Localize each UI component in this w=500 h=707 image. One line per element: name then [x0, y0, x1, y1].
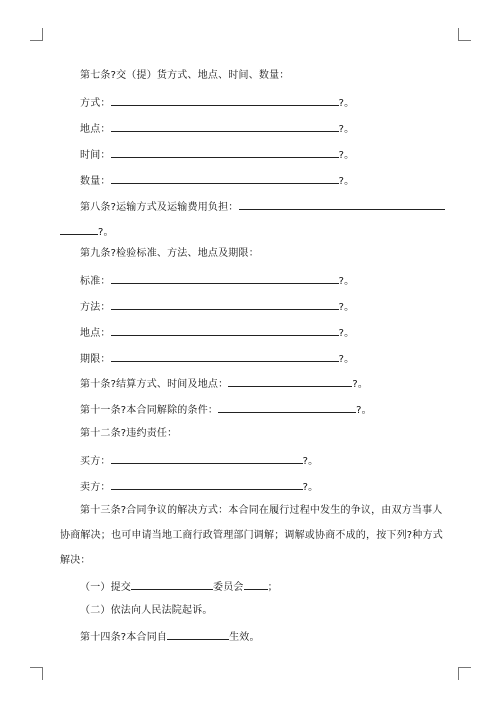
transport-blank[interactable]: [239, 200, 445, 210]
arbitration-option-row: （一）提交 委员会 ；: [80, 582, 278, 593]
article-9-method-row: 方法： ?。: [80, 302, 355, 313]
article-12-seller-row: 卖方： ?。: [80, 482, 319, 493]
quantity-blank[interactable]: [111, 174, 339, 184]
settlement-blank[interactable]: [228, 377, 352, 387]
standard-blank[interactable]: [111, 274, 339, 284]
article-9-place-row: 地点： ?。: [80, 328, 355, 339]
litigation-option-row: （二）依法向人民法院起诉。: [80, 605, 213, 616]
article-9-heading: 第九条?检验标准、方法、地点及期限：: [80, 248, 259, 259]
time-blank[interactable]: [111, 148, 339, 158]
article-10-row: 第十条?结算方式、时间及地点： ?。: [80, 379, 369, 390]
buyer-liability-blank[interactable]: [111, 454, 303, 464]
arbitration-committee-blank[interactable]: [131, 580, 213, 590]
inspection-method-blank[interactable]: [111, 300, 339, 310]
place-blank[interactable]: [111, 122, 339, 132]
corner-mark-bottom-left: [30, 667, 43, 680]
method-blank[interactable]: [111, 96, 339, 106]
transport-blank-continued[interactable]: [60, 225, 98, 235]
article-8-row: 第八条?运输方式及运输费用负担：: [80, 200, 445, 214]
article-7-place-row: 地点： ?。: [80, 124, 355, 135]
article-7-heading: 第七条?交（提）货方式、地点、时间、数量：: [80, 70, 290, 81]
inspection-place-blank[interactable]: [111, 326, 339, 336]
article-13-line-1: 第十三条?合同争议的解决方式：本合同在履行过程中发生的争议，由双方当事人: [80, 505, 443, 516]
article-11-row: 第十一条?本合同解除的条件： ?。: [80, 405, 372, 416]
article-12-heading: 第十二条?违约责任：: [80, 428, 178, 439]
deadline-blank[interactable]: [111, 352, 339, 362]
article-7-quantity-row: 数量： ?。: [80, 176, 355, 187]
seller-liability-blank[interactable]: [111, 480, 303, 490]
article-13-line-3: 解决：: [60, 555, 91, 566]
arbitration-extra-blank[interactable]: [244, 580, 268, 590]
corner-mark-bottom-right: [458, 667, 471, 680]
article-7-time-row: 时间： ?。: [80, 150, 355, 161]
effective-date-blank[interactable]: [167, 630, 229, 640]
article-9-deadline-row: 期限： ?。: [80, 354, 355, 365]
corner-mark-top-left: [30, 28, 43, 41]
article-13-line-2: 协商解决；也可申请当地工商行政管理部门调解；调解或协商不成的，按下列?种方式: [60, 530, 443, 541]
article-8-continuation-row: ?。: [60, 225, 114, 239]
article-12-buyer-row: 买方： ?。: [80, 456, 319, 467]
article-9-standard-row: 标准： ?。: [80, 276, 355, 287]
article-14-row: 第十四条?本合同自 生效。: [80, 632, 260, 643]
termination-blank[interactable]: [218, 403, 356, 413]
article-7-method-row: 方式： ?。: [80, 98, 355, 109]
corner-mark-top-right: [458, 28, 471, 41]
